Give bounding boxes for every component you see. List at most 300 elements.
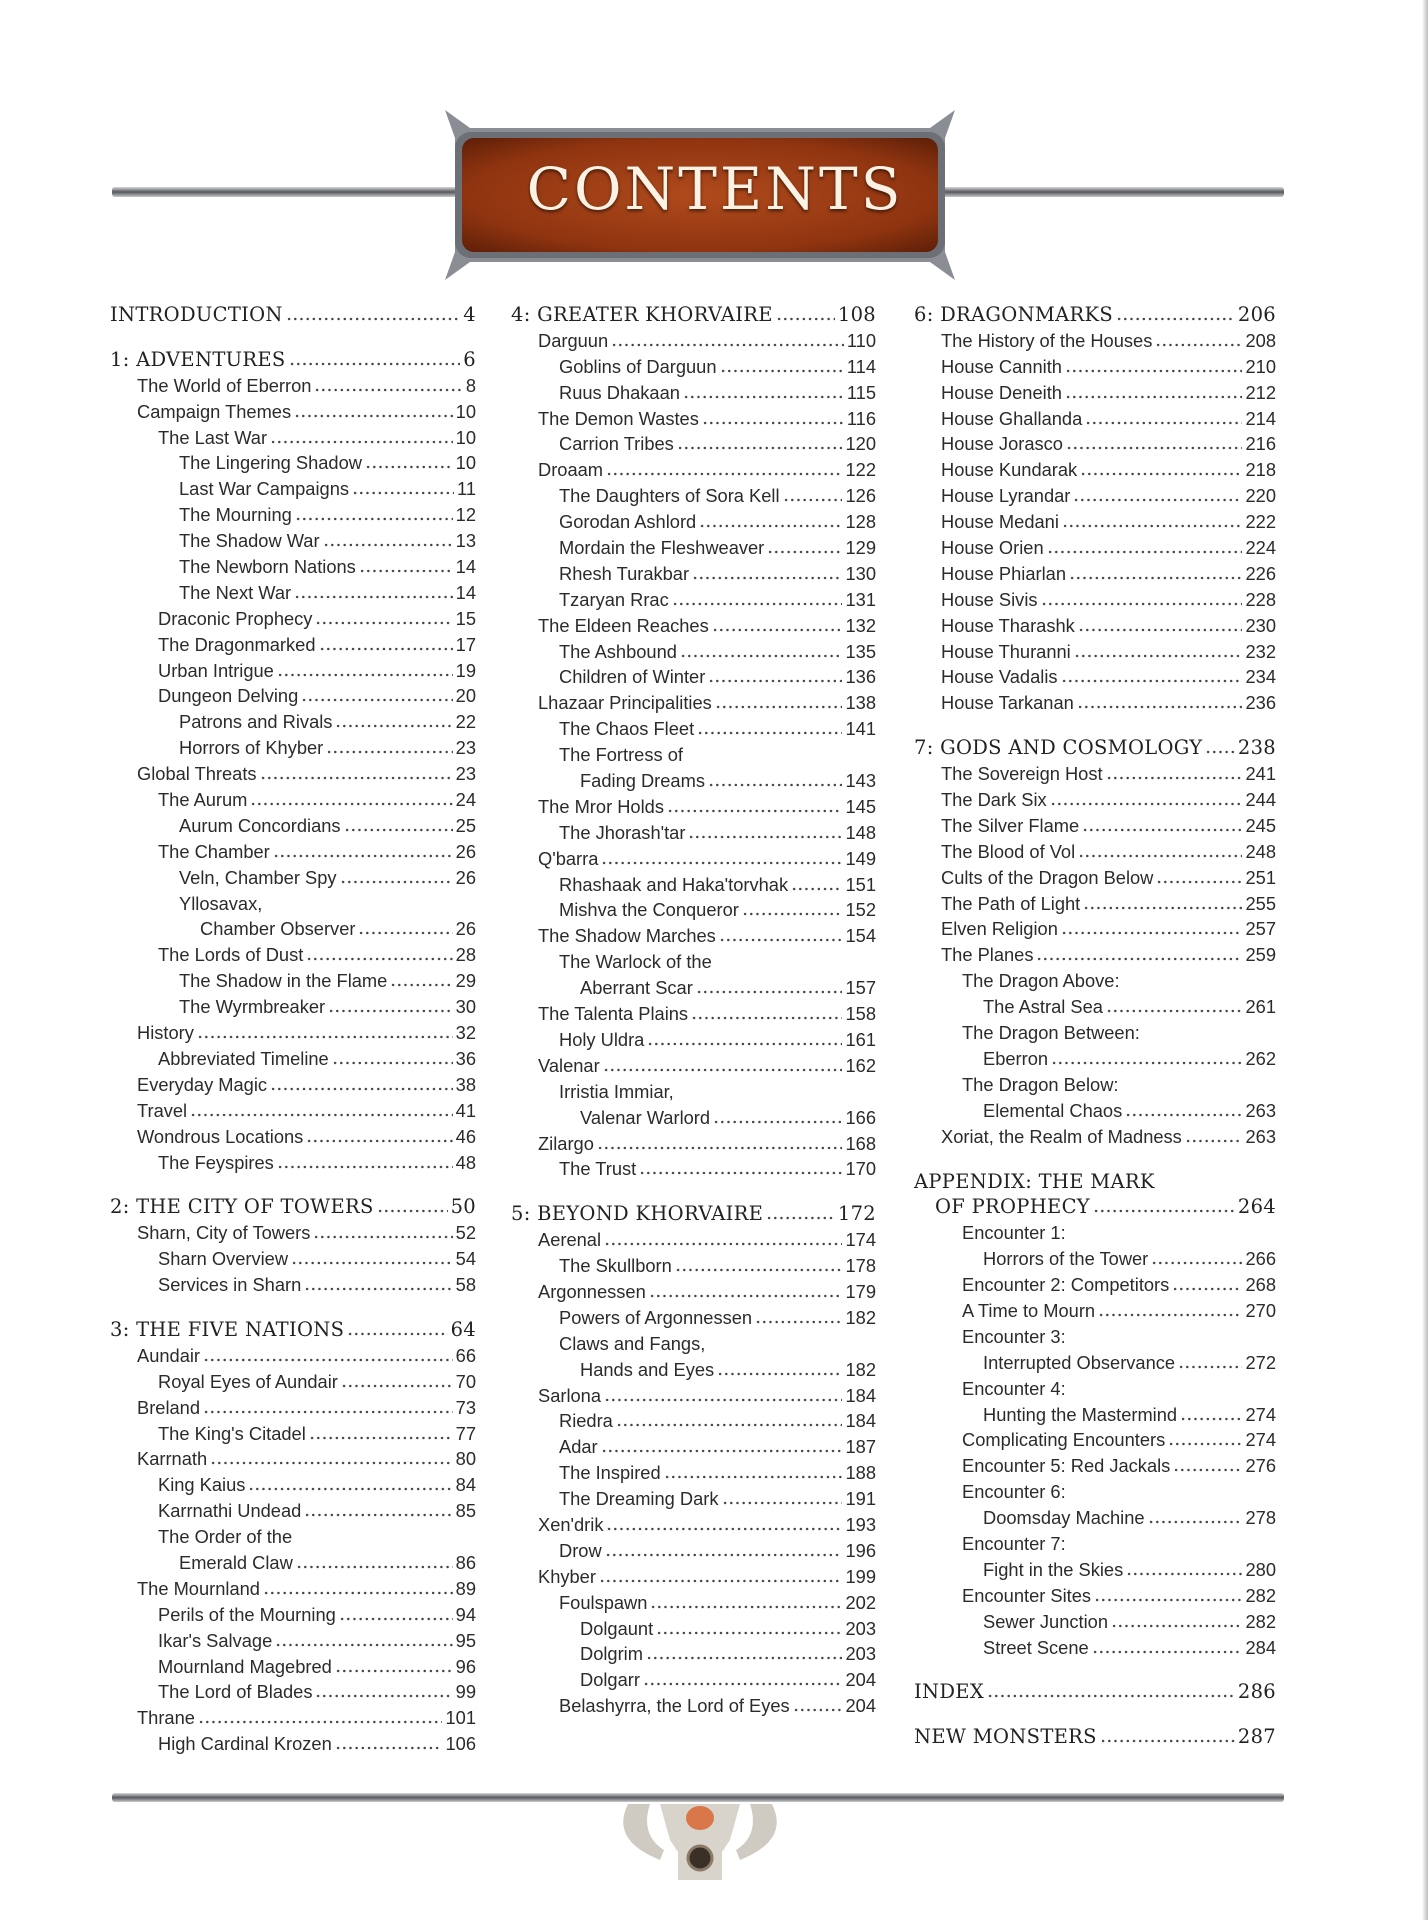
toc-entry[interactable] [110,1150,476,1176]
toc-entry[interactable] [914,406,1276,432]
entry-title: Carrion Tribes [559,433,674,455]
dot-leader [352,491,454,495]
dot-leader [260,776,453,780]
dot-leader [1083,906,1242,910]
entry-title: INTRODUCTION [110,303,283,326]
entry-title: The Blood of Vol [941,840,1076,862]
toc-entry[interactable] [511,509,876,535]
dot-leader [647,1042,842,1046]
toc-entry[interactable] [110,761,476,787]
entry-title: The Mournland [137,1577,260,1599]
toc-entry[interactable] [110,1246,476,1272]
toc-entry[interactable] [511,820,876,846]
toc-entry[interactable] [110,839,476,865]
toc-entry[interactable] [110,1272,476,1298]
toc-entry[interactable] [110,1046,476,1072]
dot-leader [1093,1209,1235,1213]
toc-entry[interactable] [914,639,1276,665]
page-number: 234 [1245,666,1276,688]
toc-entry[interactable] [511,1156,876,1182]
dot-leader [1051,1061,1242,1065]
entry-title: Dolgarr [580,1669,640,1691]
toc-entry[interactable] [110,399,476,425]
page-number: 138 [845,692,876,714]
toc-entry[interactable] [110,502,476,528]
toc-entry[interactable] [511,1131,876,1157]
toc-entry[interactable] [914,1402,1276,1428]
dot-leader [699,524,842,528]
dot-leader [377,1209,448,1213]
dot-leader [1062,524,1243,528]
page-number: 232 [1245,640,1276,662]
dot-leader [688,835,842,839]
toc-entry[interactable] [110,813,476,839]
toc-entry[interactable] [511,1305,876,1331]
page-number: 248 [1245,840,1276,862]
toc-entry[interactable] [511,1053,876,1079]
toc-entry[interactable] [511,897,876,923]
entry-title: Sharn, City of Towers [137,1222,311,1244]
entry-title: The Dragon Above: [962,970,1120,992]
toc-section-heading[interactable] [110,347,476,373]
toc-entry[interactable] [511,535,876,561]
dot-leader [1065,369,1243,373]
toc-entry[interactable] [914,1557,1276,1583]
dot-leader [335,1746,443,1750]
toc-entry[interactable] [914,1350,1276,1376]
entry-title: Xoriat, the Realm of Madness [941,1125,1182,1147]
entry-title: The Dragon Between: [962,1022,1140,1044]
page-number: 20 [455,685,476,707]
page-number: 15 [455,607,476,629]
dot-leader [248,1487,452,1491]
toc-entry[interactable] [110,606,476,632]
toc-entry[interactable] [110,580,476,606]
dot-leader [1185,1139,1243,1143]
page-number: 22 [455,711,476,733]
toc-entry[interactable] [110,1220,476,1246]
entry-title: The Mror Holds [538,795,664,817]
toc-entry[interactable] [110,658,476,684]
page-number: 158 [845,1003,876,1025]
toc-entry[interactable] [511,431,876,457]
entry-title: House Kundarak [941,459,1078,481]
page-number: 85 [455,1500,476,1522]
entry-title: The Chaos Fleet [559,718,695,740]
toc-entry[interactable] [110,1395,476,1421]
toc-entry [511,742,876,768]
toc-entry[interactable] [914,664,1276,690]
toc-entry[interactable] [511,1279,876,1305]
dot-leader [1111,1624,1242,1628]
entry-title: Powers of Argonnessen [559,1306,753,1328]
toc-entry[interactable] [914,761,1276,787]
page-number: 170 [845,1158,876,1180]
toc-section-heading[interactable] [914,1679,1276,1705]
entry-title: OF PROPHECY [935,1195,1090,1219]
toc-entry[interactable] [110,787,476,813]
page-number: 108 [837,303,876,326]
toc-entry[interactable] [914,1098,1276,1124]
page-number: 266 [1245,1248,1276,1270]
page-number: 120 [845,433,876,455]
toc-entry[interactable] [511,1434,876,1460]
dot-leader [1069,576,1242,580]
toc-entry[interactable] [914,587,1276,613]
toc-entry[interactable] [110,450,476,476]
entry-title: Draconic Prophecy [158,607,313,629]
toc-entry[interactable] [511,1408,876,1434]
dot-leader [646,1656,843,1660]
toc-entry[interactable] [511,587,876,613]
toc-entry[interactable] [511,975,876,1001]
dot-leader [1094,1598,1242,1602]
entry-title: House Vadalis [941,666,1058,688]
page-number: 151 [845,873,876,895]
toc-entry[interactable] [914,1453,1276,1479]
toc-entry[interactable] [914,916,1276,942]
toc-section-heading[interactable] [110,1194,476,1220]
toc-entry[interactable] [914,431,1276,457]
dot-leader [277,673,453,677]
page-number: 263 [1245,1125,1276,1147]
entry-title: Argonnessen [538,1280,646,1302]
toc-entry[interactable] [914,328,1276,354]
dot-leader [1061,679,1243,683]
toc-entry[interactable] [914,1427,1276,1453]
toc-entry[interactable] [511,1227,876,1253]
entry-title: Hands and Eyes [580,1358,715,1380]
section-gap [110,1175,476,1194]
dot-leader [601,1449,843,1453]
page-number: 282 [1245,1610,1276,1632]
dot-leader [1151,1261,1242,1265]
entry-title: Encounter 1: [962,1222,1066,1244]
toc-entry[interactable] [110,1124,476,1150]
dot-leader [1082,828,1242,832]
page-number: 84 [455,1474,476,1496]
toc-entry[interactable] [511,1027,876,1053]
page-number: 204 [845,1669,876,1691]
entry-title: House Phiarlan [941,562,1066,584]
dot-leader [291,1261,453,1265]
toc-entry[interactable] [110,709,476,735]
toc-entry[interactable] [110,1576,476,1602]
toc-entry[interactable] [511,794,876,820]
toc-entry[interactable] [914,1609,1276,1635]
entry-title: Karrnathi Undead [158,1500,302,1522]
toc-entry[interactable] [511,1383,876,1409]
entry-title: Horrors of the Tower [983,1248,1149,1270]
toc-section-heading[interactable] [110,1317,476,1343]
section-gap [110,1298,476,1317]
page-number: 182 [845,1358,876,1380]
toc-entry[interactable] [914,354,1276,380]
toc-entry[interactable] [511,1616,876,1642]
toc-entry[interactable] [914,1272,1276,1298]
footer-ornament [0,1780,1428,1880]
toc-entry[interactable] [110,373,476,399]
dot-leader [606,472,842,476]
entry-title: Rhesh Turakbar [559,562,690,584]
toc-entry[interactable] [914,483,1276,509]
toc-entry [511,1331,876,1357]
toc-entry[interactable] [511,1253,876,1279]
toc-entry[interactable] [511,768,876,794]
entry-title: The History of the Houses [941,329,1153,351]
toc-entry[interactable] [914,690,1276,716]
toc-entry[interactable] [511,1641,876,1667]
entry-title: The Inspired [559,1462,661,1484]
entry-title: Mordain the Fleshweaver [559,537,765,559]
toc-entry[interactable] [914,1583,1276,1609]
toc-entry[interactable] [511,639,876,665]
toc-section-heading[interactable] [511,302,876,328]
entry-title: The Newborn Nations [179,556,356,578]
toc-entry[interactable] [511,1512,876,1538]
dot-leader [712,628,843,632]
toc-entry[interactable] [511,846,876,872]
toc-entry[interactable] [914,1046,1276,1072]
dot-leader [294,595,453,599]
entry-title: Street Scene [983,1636,1089,1658]
toc-entry[interactable] [110,1550,476,1576]
toc-entry[interactable] [110,916,476,942]
page-number: 136 [845,666,876,688]
dot-leader [335,724,452,728]
dot-leader [643,1682,843,1686]
toc-entry[interactable] [914,509,1276,535]
toc-entry[interactable] [110,1731,476,1757]
toc-section-heading[interactable] [511,1201,876,1227]
page-number: 193 [845,1513,876,1535]
section-gap [511,1182,876,1201]
toc-entry[interactable] [110,865,476,891]
toc-entry[interactable] [511,1590,876,1616]
toc-section-heading[interactable] [110,302,476,328]
toc-entry[interactable] [511,613,876,639]
page-number: 268 [1245,1274,1276,1296]
toc-entry[interactable] [110,528,476,554]
toc-entry[interactable] [110,994,476,1020]
toc-entry[interactable] [511,1486,876,1512]
page-number: 212 [1245,381,1276,403]
toc-entry[interactable] [914,1246,1276,1272]
toc-entry[interactable] [511,1564,876,1590]
page-number: 184 [845,1410,876,1432]
toc-entry[interactable] [914,457,1276,483]
toc-entry[interactable] [914,1635,1276,1661]
dot-leader [677,446,843,450]
toc-entry[interactable] [110,1498,476,1524]
toc-entry[interactable] [914,1124,1276,1150]
dot-leader [344,828,453,832]
dot-leader [309,1436,453,1440]
entry-title: House Ghallanda [941,407,1083,429]
dot-leader [1106,776,1243,780]
toc-entry[interactable] [511,1357,876,1383]
toc-entry[interactable] [110,968,476,994]
toc-entry[interactable] [511,716,876,742]
toc-entry [511,1079,876,1105]
toc-entry[interactable] [914,380,1276,406]
toc-entry[interactable] [511,923,876,949]
toc-entry[interactable] [511,483,876,509]
entry-title: Interrupted Observance [983,1351,1176,1373]
dot-leader [649,1294,843,1298]
entry-title: The Order of the [158,1526,293,1548]
page-number: 154 [845,925,876,947]
page-number: 187 [845,1436,876,1458]
toc-entry[interactable] [511,872,876,898]
page-number: 172 [837,1202,876,1226]
toc-entry[interactable] [511,1105,876,1131]
toc-entry[interactable] [110,1421,476,1447]
entry-title: Valenar [538,1054,600,1076]
dot-leader [1085,421,1242,425]
page-number: 28 [455,944,476,966]
page-number: 70 [455,1370,476,1392]
toc-entry[interactable] [110,476,476,502]
dot-leader [667,809,843,813]
entry-title: Global Threats [137,763,257,785]
toc-entry[interactable] [914,891,1276,917]
dot-leader [672,602,843,606]
toc-entry[interactable] [511,1460,876,1486]
dot-leader [347,1332,447,1336]
toc-entry[interactable] [110,1472,476,1498]
dot-leader [328,1009,453,1013]
dot-leader [1116,317,1235,321]
toc-entry[interactable] [110,1705,476,1731]
entry-title: 1: ADVENTURES [110,347,286,371]
toc-entry[interactable] [914,1298,1276,1324]
toc-entry[interactable] [110,1628,476,1654]
dot-leader [720,369,844,373]
toc-entry[interactable] [914,942,1276,968]
toc-entry[interactable] [110,1602,476,1628]
page-number: 174 [845,1229,876,1251]
toc-entry[interactable] [914,535,1276,561]
toc-entry[interactable] [511,1693,876,1719]
dot-leader [691,1016,842,1020]
page-number: 148 [845,821,876,843]
toc-entry[interactable] [511,690,876,716]
dot-leader [275,1643,452,1647]
toc-entry[interactable] [110,425,476,451]
dot-leader [597,1146,843,1150]
toc-entry[interactable] [110,1343,476,1369]
entry-title: The Mourning [179,504,292,526]
toc-entry[interactable] [914,813,1276,839]
page-number: 11 [457,478,476,500]
toc-entry[interactable] [110,1446,476,1472]
toc-section-heading[interactable] [914,302,1276,328]
toc-entry[interactable] [110,735,476,761]
page-number: 36 [455,1047,476,1069]
toc-entry[interactable] [511,1001,876,1027]
entry-title: Doomsday Machine [983,1507,1145,1529]
page-number: 230 [1245,614,1276,636]
toc-entry[interactable] [914,787,1276,813]
entry-title: The Lord of Blades [158,1681,313,1703]
entry-title: Sewer Junction [983,1610,1108,1632]
page-number: 86 [455,1551,476,1573]
toc-entry[interactable] [511,1667,876,1693]
toc-entry[interactable] [914,561,1276,587]
toc-section-heading[interactable] [914,1724,1276,1750]
toc-section-heading[interactable] [914,735,1276,761]
toc-entry[interactable] [110,554,476,580]
page-number: 276 [1245,1455,1276,1477]
dot-leader [359,569,453,573]
entry-title: Elemental Chaos [983,1099,1123,1121]
entry-title: Mishva the Conqueror [559,899,739,921]
dot-leader [301,698,452,702]
dot-leader [306,957,452,961]
toc-entry[interactable] [110,1369,476,1395]
toc-entry[interactable] [511,328,876,354]
toc-entry[interactable] [914,839,1276,865]
toc-entry[interactable] [511,664,876,690]
toc-entry[interactable] [511,380,876,406]
page-edge [1422,0,1428,1920]
dot-leader [304,1287,452,1291]
toc-entry[interactable] [511,354,876,380]
dot-leader [270,1087,453,1091]
entry-title: Aberrant Scar [580,977,693,999]
toc-entry[interactable] [511,406,876,432]
toc-entry[interactable] [110,942,476,968]
entry-title: Last War Campaigns [179,478,350,500]
dot-leader [306,1139,452,1143]
toc-entry[interactable] [110,632,476,658]
page-number: 145 [845,795,876,817]
toc-section-heading[interactable] [914,1194,1276,1220]
entry-title: The Shadow in the Flame [179,970,388,992]
dot-leader [604,1398,842,1402]
dot-leader [715,705,843,709]
entry-title: Tzaryan Rrac [559,588,669,610]
entry-title: Eberron [983,1047,1049,1069]
toc-entry[interactable] [110,1020,476,1046]
entry-title: Xen'drik [538,1513,604,1535]
toc-entry[interactable] [914,613,1276,639]
dot-leader [1180,1417,1242,1421]
toc-entry[interactable] [511,561,876,587]
dot-leader [776,317,835,321]
page-number: 17 [455,633,476,655]
toc-entry[interactable] [110,1098,476,1124]
toc-entry[interactable] [110,1072,476,1098]
dot-leader [1066,446,1243,450]
toc-entry[interactable] [110,1679,476,1705]
toc-entry[interactable] [511,1538,876,1564]
page-number: 259 [1245,944,1276,966]
toc-entry[interactable] [914,994,1276,1020]
toc-entry[interactable] [914,1505,1276,1531]
toc-entry[interactable] [914,865,1276,891]
page-number: 179 [845,1280,876,1302]
toc-entry[interactable] [110,683,476,709]
toc-entry [511,949,876,975]
toc-entry[interactable] [110,1654,476,1680]
dot-leader [1125,1113,1242,1117]
entry-title: 4: GREATER KHORVAIRE [511,303,773,326]
toc-entry[interactable] [511,457,876,483]
dot-leader [339,1617,453,1621]
dot-leader [1050,802,1243,806]
